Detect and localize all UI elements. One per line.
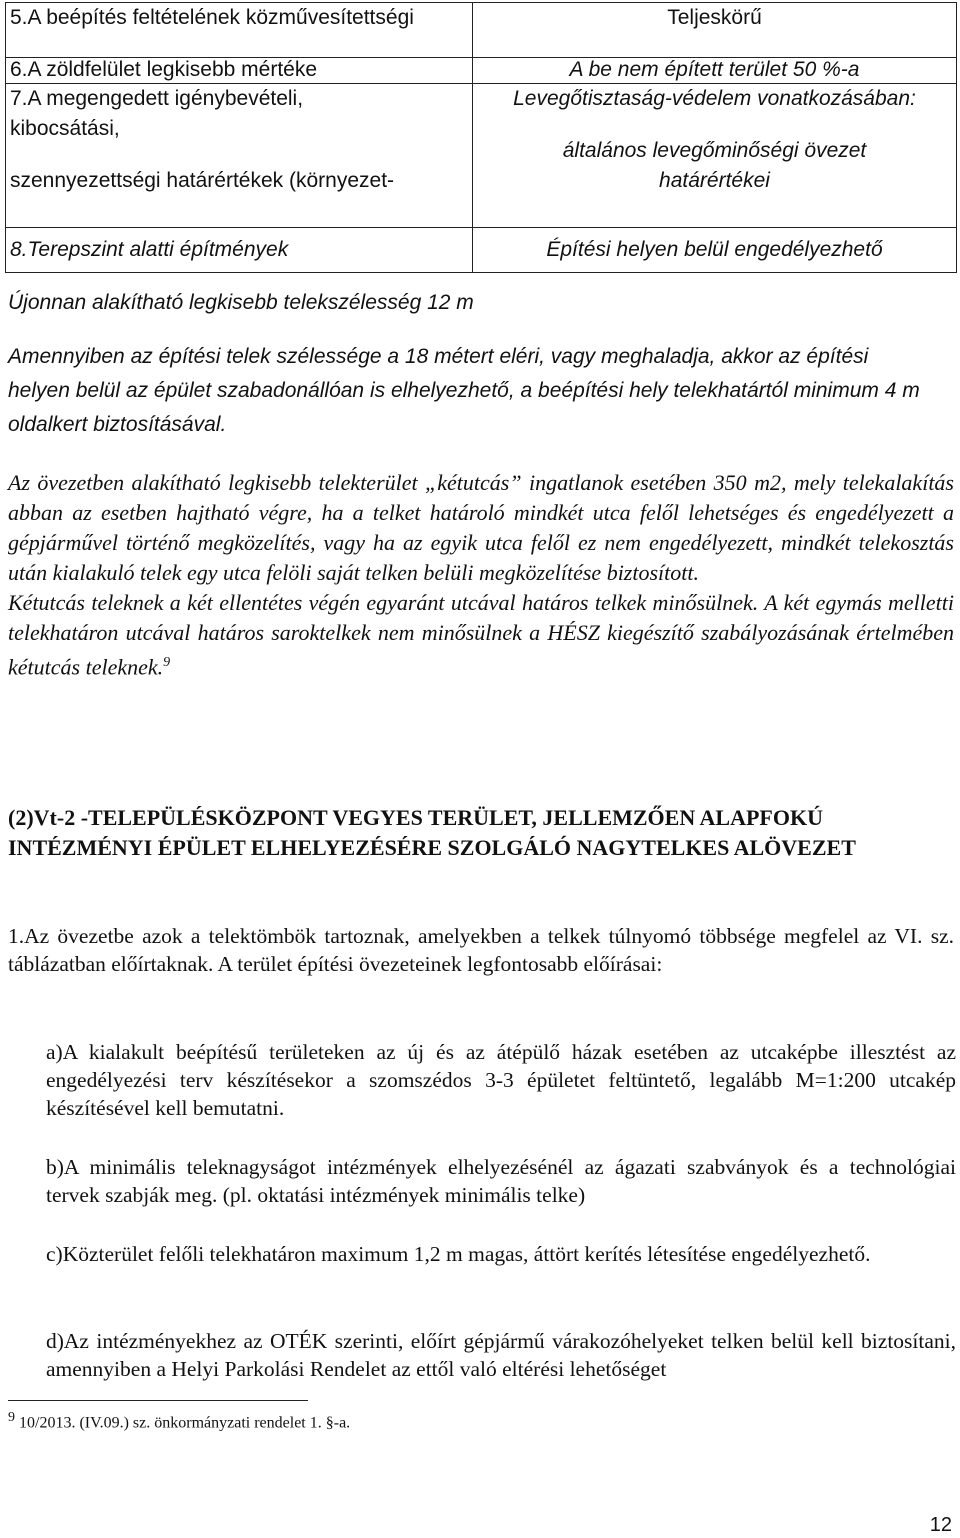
- table-row: [6, 84, 957, 228]
- table-cell-label: [6, 3, 473, 58]
- item-b: b)A minimális teleknagyságot intézmények elhelyezésénél az ágazati szabványok és a technológiai tervek szabják meg. (pl. oktatási intézmények minimális telke): [46, 1155, 956, 1207]
- item-c: c)Közterület felőli telekhatáron maximum 1,2 m magas, áttört kerítés létesítése engedélyezhető.: [46, 1242, 871, 1266]
- item-a: a)A kialakult beépítésű területeken az új és az átépülő házak esetében az utcaképbe illesztést az engedélyezési terv készítésekor a szomszédos 3-3 épületet feltüntető, legalább M=1:200 utcakép készítésével kell bemutatni.: [46, 1040, 956, 1120]
- table-row: [6, 3, 957, 58]
- section-heading: (2)Vt-2 -TELEPÜLÉSKÖZPONT VEGYES TERÜLET, JELLEMZŐEN ALAPFOKÚ INTÉZMÉNYI ÉPÜLET ELHELYEZÉSÉRE SZOLGÁLÓ NAGYTELKES ALÖVEZET: [8, 805, 856, 860]
- table-row: [6, 228, 957, 273]
- footnote-number: 9: [8, 1410, 15, 1425]
- table-row: [6, 58, 957, 84]
- row-label: 5.A beépítés feltételének közművesítettségi: [10, 6, 414, 29]
- item-d: d)Az intézményekhez az OTÉK szerinti, előírt gépjármű várakozóhelyeket telken belül kell biztosítani, amennyiben a Helyi Parkolási Rendelet az ettől való eltérési lehetőséget: [46, 1329, 956, 1381]
- paragraph-ketutcas: [8, 468, 954, 682]
- footnote-divider: [8, 1400, 308, 1401]
- table-cell-label: 8.Terepszint alatti építmények: [6, 228, 473, 273]
- paragraph-ketutcas-2: [8, 588, 954, 682]
- paragraph-ketutcas-2-text: Kétutcás teleknek a két ellentétes végén egyaránt utcával határos telkek minősülnek. A két egymás melletti telekhatáron utcával határos saroktelkek nem minősülnek a HÉSZ kiegészítő szabályozásának értelmében kétutcás teleknek.: [8, 590, 954, 680]
- value-line: határértékei: [659, 169, 770, 192]
- page-number: 12: [929, 1514, 952, 1536]
- table-cell-value: [473, 84, 957, 228]
- table-cell-value: Építési helyen belül engedélyezhető: [473, 228, 957, 273]
- paragraph-ketutcas-1: Az övezetben alakítható legkisebb telekterület „kétutcás” ingatlanok esetében 350 m2, mely telekalakítás abban az esetben hajtható végre, ha a telket határoló mindkét utca felől lehetséges és engedélyezett a gépjárművel történő megközelítés, vagy ha az egyik utca felől ez nem engedélyezett, mindkét telekosztás után kialakuló telek egy utca felöli saját telken belüli megközelítése biztosított.: [8, 470, 954, 585]
- row-label-line: kibocsátási,: [10, 117, 120, 140]
- row-label-line: szennyezettségi határértékek (környezet-: [10, 169, 395, 192]
- min-width-line: Újonnan alakítható legkisebb telekszélesség 12 m: [8, 291, 474, 314]
- value-line: általános levegőminőségi övezet: [562, 139, 867, 162]
- table-cell-value: A be nem épített terület 50 %-a: [473, 58, 957, 84]
- table-cell-value: Teljeskörű: [473, 3, 957, 58]
- paragraph-18m: Amennyiben az építési telek szélessége a 18 métert eléri, vagy meghaladja, akkor az építési helyen belül az épület szabadonállóan is elhelyezhető, a beépítési hely telekhatártól minimum 4 m oldalkert biztosításával.: [8, 345, 920, 436]
- regulation-table: [5, 2, 957, 273]
- footnote-text: 10/2013. (IV.09.) sz. önkormányzati rendelet 1. §-a.: [19, 1414, 351, 1432]
- footnote: [8, 1410, 350, 1432]
- paragraph-1: 1.Az övezetbe azok a telektömbök tartoznak, amelyekben a telkek túlnyomó többsége megfelel az VI. sz. táblázatban előírtaknak. A terület építési övezeteinek legfontosabb előírásai:: [8, 924, 954, 976]
- row-label-line: 7.A megengedett igénybevételi,: [10, 87, 304, 110]
- table-cell-label: 6.A zöldfelület legkisebb mértéke: [6, 58, 473, 84]
- table-cell-label: [6, 84, 473, 228]
- footnote-reference: 9: [163, 655, 171, 670]
- value-line: Levegőtisztaság-védelem vonatkozásában:: [513, 87, 916, 110]
